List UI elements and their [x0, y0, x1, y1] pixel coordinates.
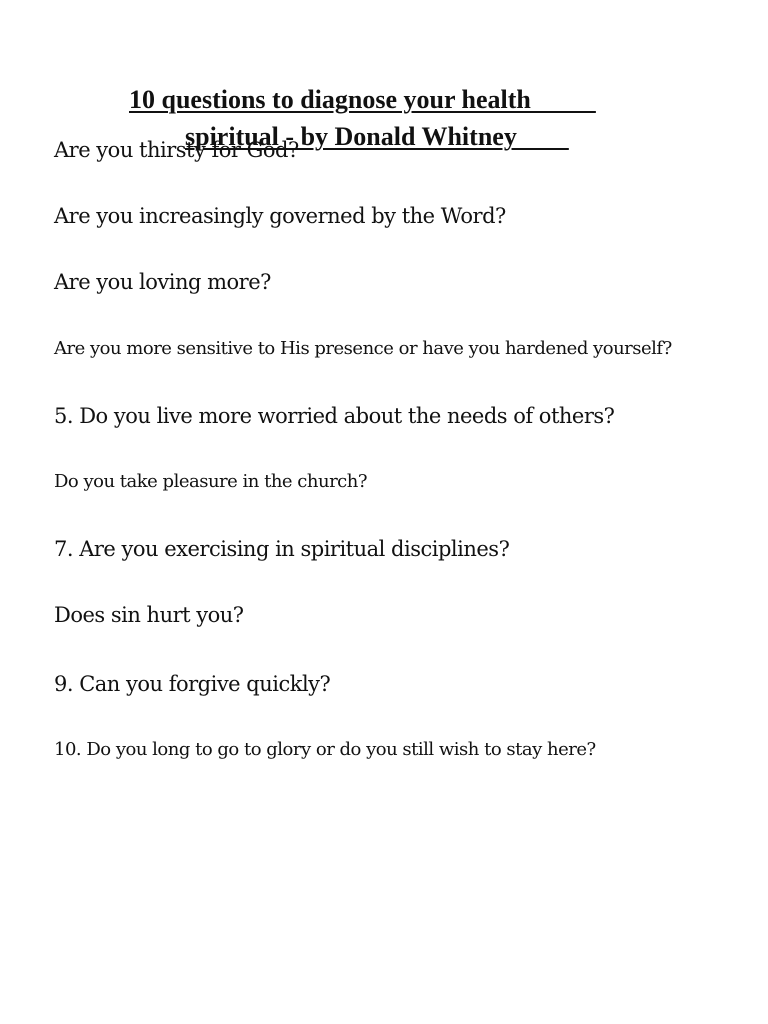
title-text-1: 10 questions to diagnose your health: [129, 85, 596, 114]
question-8: Does sin hurt you?: [54, 603, 244, 627]
question-3: Are you loving more?: [54, 270, 271, 294]
question-4: Are you more sensitive to His presence or have you hardened yourself?: [54, 338, 672, 359]
question-2: Are you increasingly governed by the Word?: [54, 204, 506, 228]
title-text-2: spiritual - by Donald Whitney: [185, 122, 569, 151]
question-7: 7. Are you exercising in spiritual disciplines?: [54, 537, 510, 561]
question-9: 9. Can you forgive quickly?: [54, 672, 331, 696]
question-6: Do you take pleasure in the church?: [54, 471, 367, 492]
question-5: 5. Do you live more worried about the needs of others?: [54, 404, 615, 428]
question-1: Are you thirsty for God?: [54, 138, 299, 162]
question-10: 10. Do you long to go to glory or do you still wish to stay here?: [54, 739, 596, 760]
